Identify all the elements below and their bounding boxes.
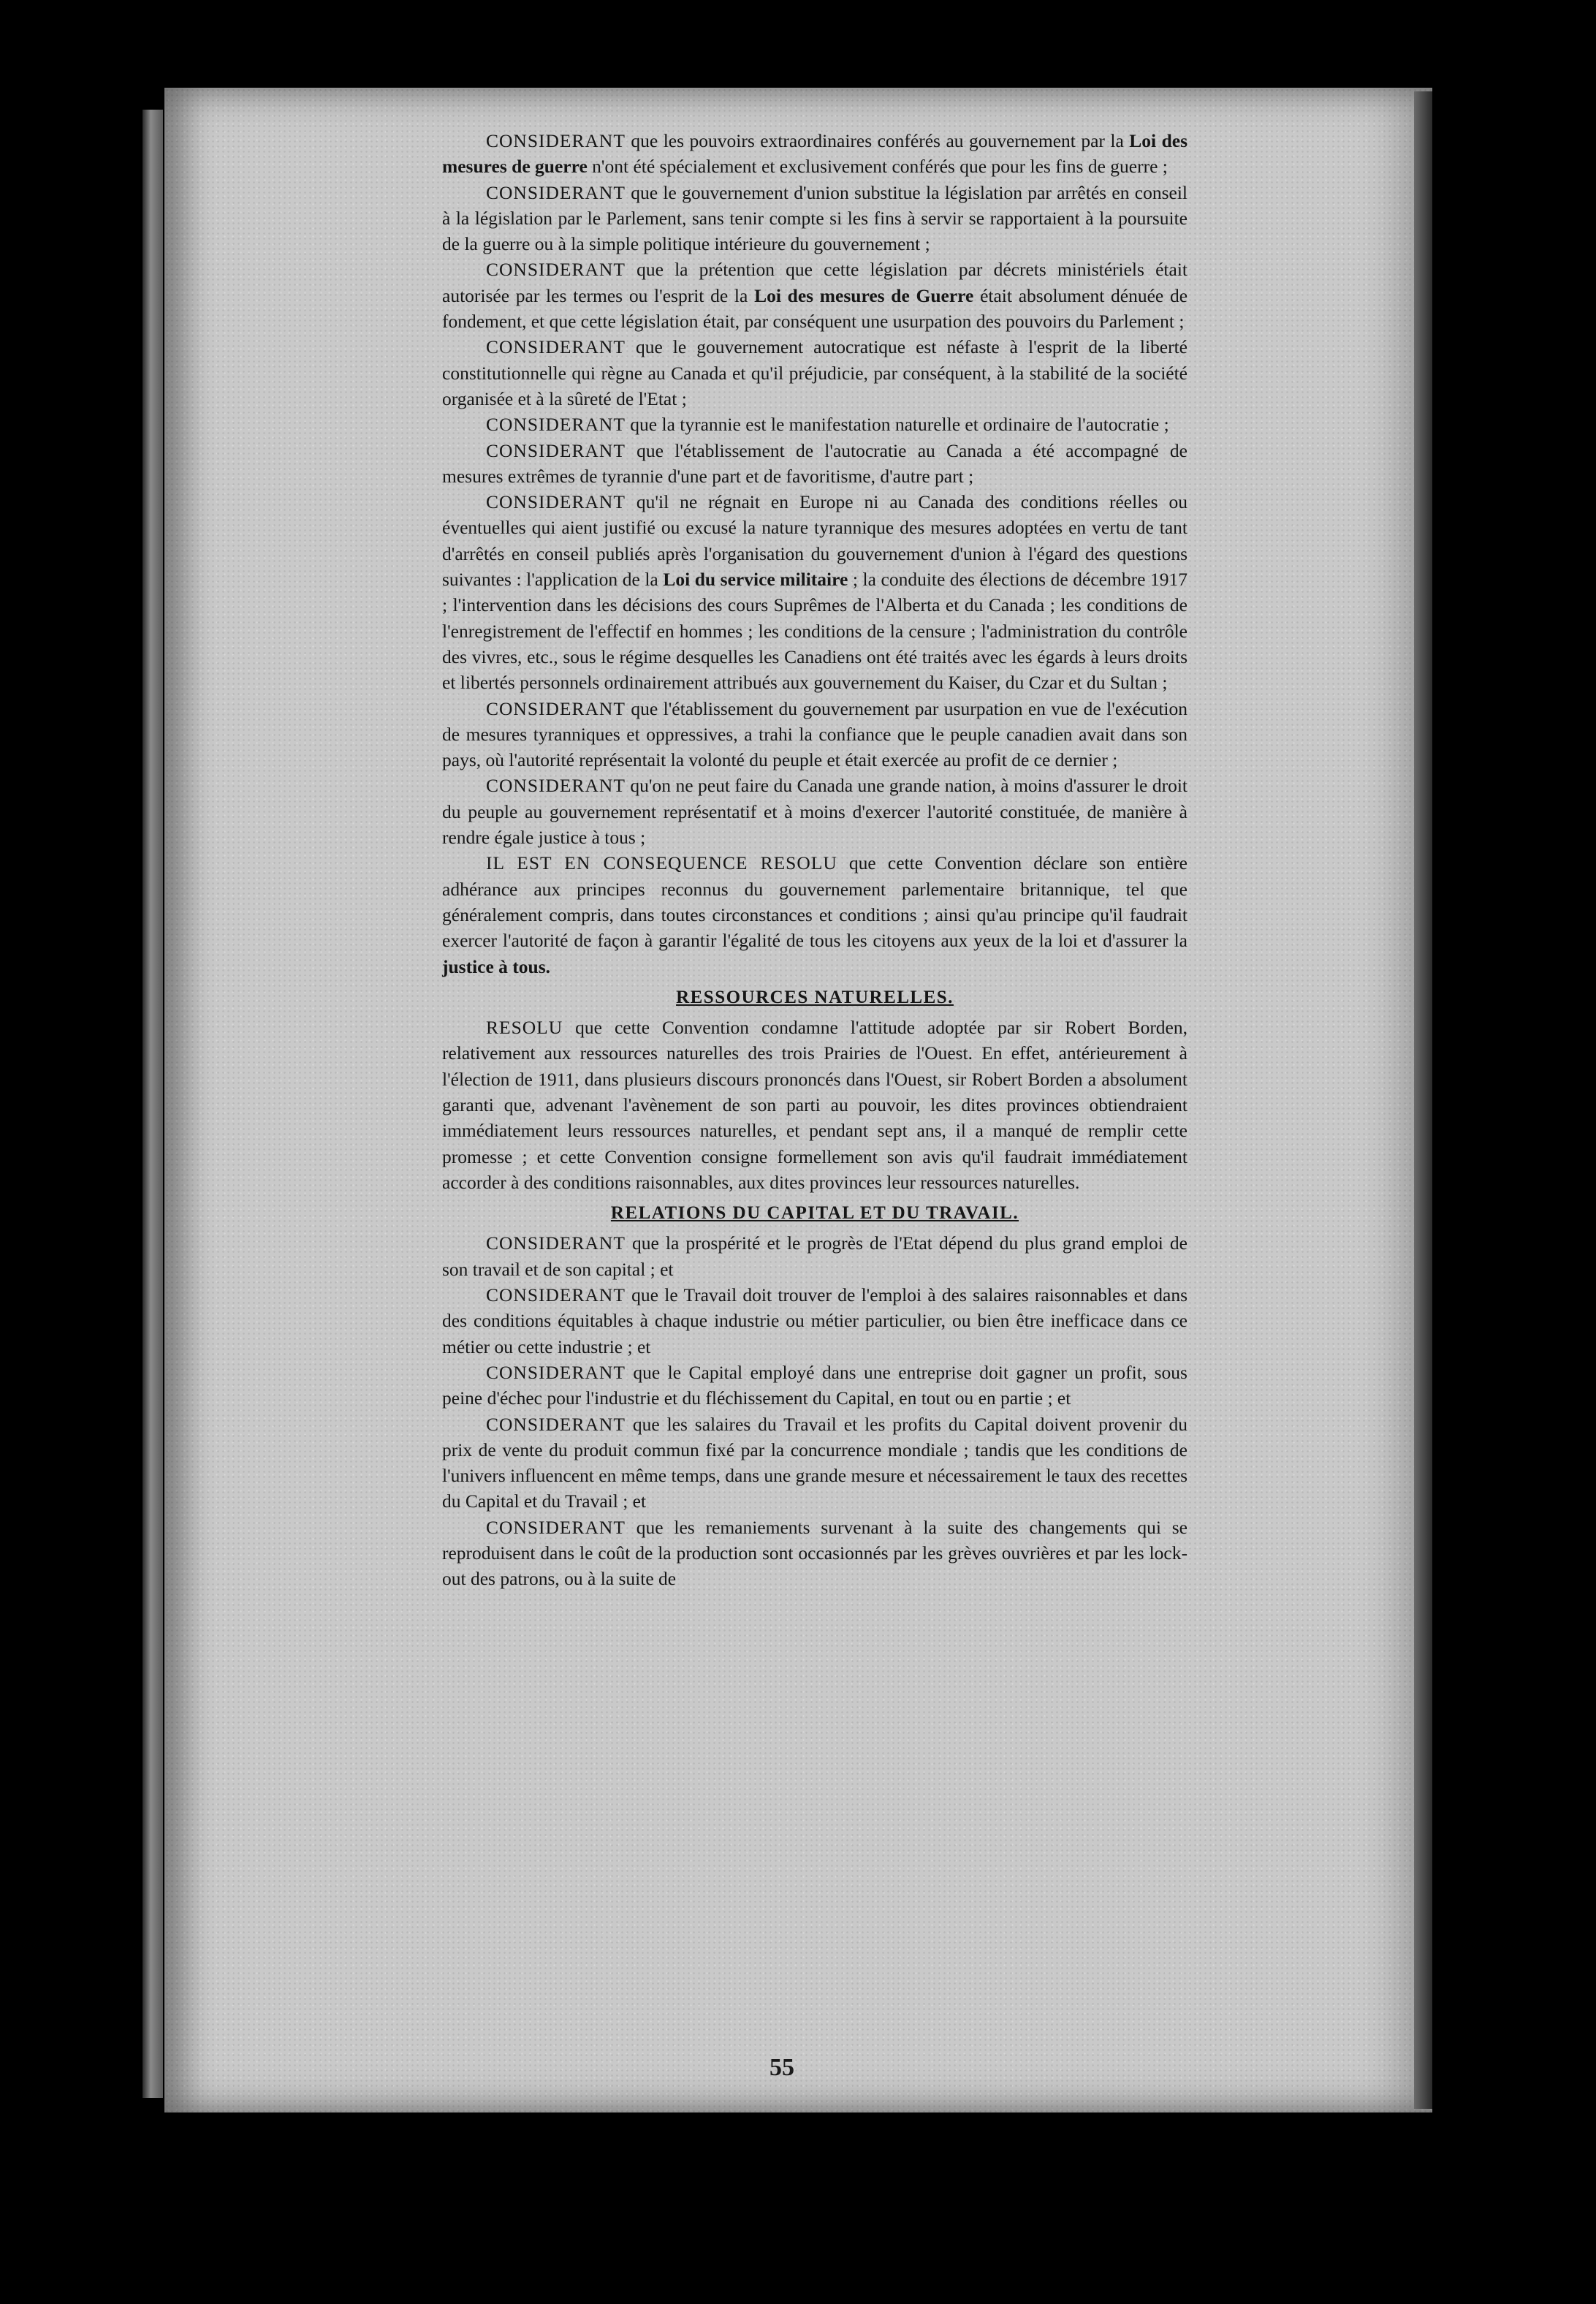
paragraph: CONSIDERANT que le Travail doit trouver de l'emploi à des salaires raisonnables et dans des conditions équitables à chaque industrie ou métier particulier, ou bien être inefficace dans ce métier ou cette industrie ; et xyxy=(442,1284,1188,1357)
paragraph: CONSIDERANT que la tyrannie est le manifestation naturelle et ordinaire de l'autocratie ; xyxy=(486,414,1169,436)
section-heading: RELATIONS DU CAPITAL ET DU TRAVAIL. xyxy=(610,1203,1019,1224)
paragraph: CONSIDERANT que les salaires du Travail et les profits du Capital doivent provenir du prix de vente du produit commun fixé par la concurrence mondiale ; tandis que les conditions de l'univers influencent en même temps, dans une grande mesure et nécessairement le taux des recettes du Capital et du Travail ; et xyxy=(442,1413,1188,1512)
paragraph: CONSIDERANT que l'établissement du gouvernement par usurpation en vue de l'exécution de mesures tyranniques et oppressives, a trahi la confiance que le peuple canadien avait dans son pays, où l'autorité représentait la volonté du peuple et était exercée au profit de ce dernier ; xyxy=(442,697,1188,771)
paragraph: CONSIDERANT que la prétention que cette législation par décrets ministériels était autorisée par les termes ou l'esprit de la Loi des mesures de Guerre était absolument dénuée de fondement, et que cette législation était, par conséquent une usurpation des pouvoirs du Parlement ; xyxy=(442,259,1188,333)
paragraph: CONSIDERANT que le gouvernement autocratique est néfaste à l'esprit de la liberté constitutionnelle qui règne au Canada et qu'il préjudicie, par conséquent, à la stabilité de la société organisée et à la sûreté de l'Etat ; xyxy=(442,336,1188,409)
paragraph: CONSIDERANT que le gouvernement d'union substitue la législation par arrêtés en conseil à la législation par le Parlement, sans tenir compte si les fins à servir se rapportaient à la poursuite de la guerre ou à la simple politique intérieure du gouvernement ; xyxy=(442,181,1188,255)
paragraph: CONSIDERANT que les pouvoirs extraordinaires conférés au gouvernement par la Loi des mesures de guerre n'ont été spécialement et exclusivement conférés que pour les fins de guerre ; xyxy=(442,130,1188,178)
paragraph: IL EST EN CONSEQUENCE RESOLU que cette Convention déclare son entière adhérance aux principes reconnus du gouvernement parlementaire britannique, tel que généralement compris, dans toutes circonstances et conditions ; ainsi qu'au principe qu'il faudrait exercer l'autorité de façon à garantir l'égalité de tous les citoyens aux yeux de la loi et d'assurer la justice à tous. xyxy=(442,852,1188,977)
left-page-edge xyxy=(142,110,163,2098)
document-body xyxy=(442,128,1188,1592)
paragraph: CONSIDERANT qu'il ne régnait en Europe ni au Canada des conditions réelles ou éventuelles qui aient justifié ou excusé la nature tyrannique des mesures adoptées en vertu de tant d'arrêtés en conseil publiés après l'organisation du gouvernement d'union à l'égard des questions suivantes : l'application de la Loi du service militaire ; la conduite des élections de décembre 1917 ; l'intervention dans les décisions des cours Suprêmes de l'Alberta et du Canada ; les conditions de l'enregistrement de l'effectif en hommes ; les conditions de la censure ; l'administration du contrôle des vivres, etc., sous le régime desquelles les Canadiens ont été traités avec les égards à leurs droits et libertés personnels ordinairement attribués aux gouvernement du Kaiser, du Czar et du Sultan ; xyxy=(442,491,1188,694)
paragraph: CONSIDERANT que la prospérité et le progrès de l'Etat dépend du plus grand emploi de son travail et de son capital ; et xyxy=(442,1232,1188,1280)
right-page-edge xyxy=(1414,91,1432,2109)
paragraph: CONSIDERANT qu'on ne peut faire du Canada une grande nation, à moins d'assurer le droit du peuple au gouvernement représentatif et à moins d'exercer l'autorité constituée, de manière à rendre égale justice à tous ; xyxy=(442,775,1188,849)
section-heading: RESSOURCES NATURELLES. xyxy=(676,987,954,1007)
paragraph: CONSIDERANT que l'établissement de l'autocratie au Canada a été accompagné de mesures extrêmes de tyrannie d'une part et de favoritisme, d'autre part ; xyxy=(442,439,1188,487)
paragraph: CONSIDERANT que les remaniements survenant à la suite des changements qui se reproduisent dans le coût de la production sont occasionnés par les grèves ouvrières et par les lock-out des patrons, ou à la suite de xyxy=(442,1516,1188,1590)
paragraph: CONSIDERANT que le Capital employé dans une entreprise doit gagner un profit, sous peine d'échec pour l'industrie et du fléchissement du Capital, en tout ou en partie ; et xyxy=(442,1361,1188,1409)
page-number: 55 xyxy=(770,2054,794,2081)
paragraph: RESOLU que cette Convention condamne l'attitude adoptée par sir Robert Borden, relativement aux ressources naturelles des trois Prairies de l'Ouest. En effet, antérieurement à l'élection de 1911, dans plusieurs discours prononcés dans l'Ouest, sir Robert Borden a absolument garanti que, advenant l'avènement de son parti au pouvoir, les dites provinces obtiendraient immédiatement leurs ressources naturelles, et pendant sept ans, il a manqué de remplir cette promesse ; et cette Convention consigne formellement son avis qu'il faudrait immédiatement accorder à des conditions raisonnables, aux dites provinces leur ressources naturelles. xyxy=(442,1017,1188,1193)
